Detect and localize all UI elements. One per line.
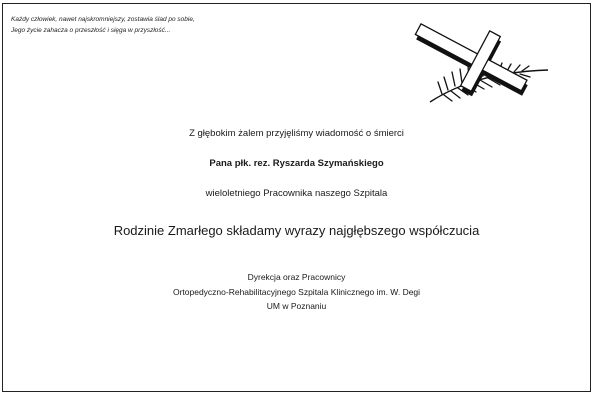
intro-text: Z głębokim żalem przyjęliśmy wiadomość o śmierci <box>189 128 404 139</box>
epigraph-line-2: Jego życie zahacza o przeszłość i sięga w przyszłość... <box>11 27 171 34</box>
signature-line-1: Dyrekcja oraz Pracownicy <box>247 272 346 282</box>
signature-line-2: Ortopedyczno-Rehabilitacyjnego Szpitala Klinicznego im. W. Degi <box>172 287 421 297</box>
signature-line-3: UM w Poznaniu <box>266 301 327 311</box>
condolence-message: Rodzinie Zmarłego składamy wyrazy najgłębszego współczucia <box>113 223 480 238</box>
epigraph <box>11 14 195 36</box>
cross-with-palm-branch-icon <box>408 22 558 112</box>
epigraph-line-1: Każdy człowiek, nawet najskromniejszy, zostawia ślad po sobie, <box>11 16 195 23</box>
deceased-name: Pana płk. rez. Ryszarda Szymańskiego <box>209 158 384 169</box>
condolence-card <box>2 3 591 392</box>
deceased-role: wieloletniego Pracownika naszego Szpitala <box>205 188 388 199</box>
